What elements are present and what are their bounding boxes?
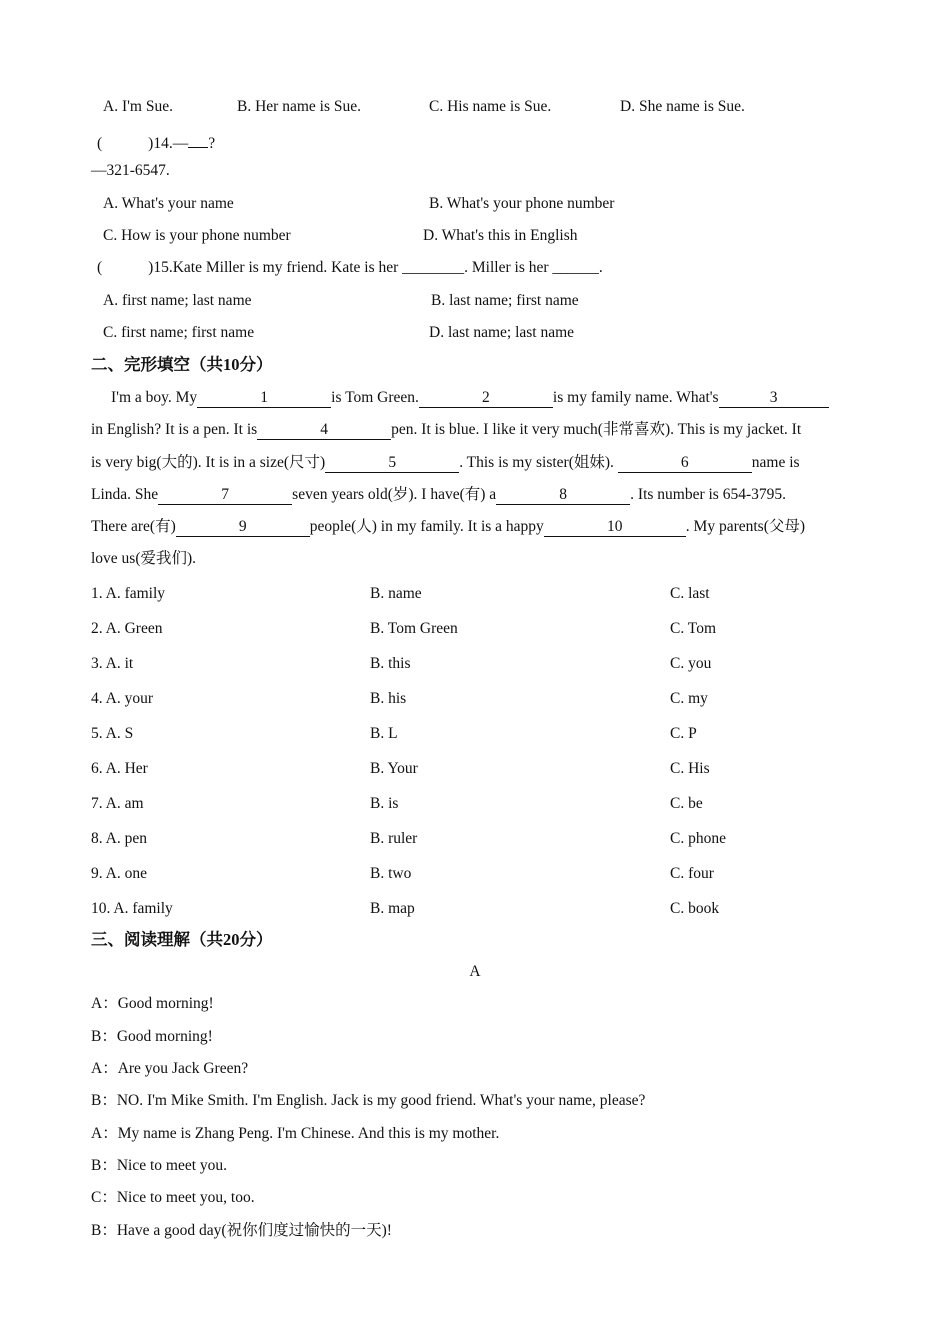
cloze-text: pen. It is blue. I like it very much(非常喜欢). This is my jacket. It: [391, 421, 802, 438]
q14-stem-suffix: ?: [208, 135, 216, 152]
q14-option-a: A. What's your name: [103, 195, 234, 212]
dialogue-line: A：Are you Jack Green?: [91, 1060, 249, 1077]
q14-stem-prefix: 14.—: [153, 135, 189, 152]
cloze-text: is very big(大的). It is in a size(尺寸): [91, 454, 326, 471]
cloze-blank-9: 9: [176, 518, 310, 537]
cloze-option: B. ruler: [370, 830, 418, 847]
cloze-text: I'm a boy. My: [111, 389, 198, 406]
q14-option-b: B. What's your phone number: [429, 195, 615, 212]
cloze-text: . My parents(父母): [685, 518, 806, 535]
cloze-text: There are(有): [91, 518, 176, 535]
cloze-option: 5. A. S: [91, 725, 134, 742]
cloze-option: 9. A. one: [91, 865, 147, 882]
cloze-option: C. phone: [670, 830, 726, 847]
answer-paren-close: ): [148, 135, 154, 152]
cloze-option: B. his: [370, 690, 407, 707]
cloze-blank-5: 5: [325, 454, 459, 473]
answer-paren-close: ): [148, 259, 154, 276]
cloze-option: B. this: [370, 655, 411, 672]
cloze-option: 2. A. Green: [91, 620, 163, 637]
dialogue-line: B：Have a good day(祝你们度过愉快的一天)!: [91, 1222, 392, 1239]
q15-stem-a: 15.Kate Miller is my friend. Kate is her: [153, 259, 403, 276]
q15-option-a: A. first name; last name: [103, 292, 252, 309]
cloze-option: B. two: [370, 865, 412, 882]
cloze-blank-4: 4: [257, 421, 391, 440]
section2-title: [91, 355, 273, 375]
passage-label: A: [469, 963, 481, 980]
cloze-line-3: [91, 453, 800, 473]
cloze-option: 7. A. am: [91, 795, 144, 812]
section3-score: 20: [223, 930, 240, 949]
dialogue-line: B：Nice to meet you.: [91, 1157, 228, 1174]
cloze-option: B. map: [370, 900, 415, 917]
dialogue-line: B：NO. I'm Mike Smith. I'm English. Jack is my good friend. What's your name, please?: [91, 1092, 646, 1109]
cloze-option: C. last: [670, 585, 710, 602]
cloze-text: name is: [751, 454, 800, 471]
cloze-line-5: [91, 517, 805, 537]
q14-stem: [97, 129, 215, 154]
cloze-blank-6: 6: [618, 454, 752, 473]
section3-title-end: 分）: [239, 930, 273, 949]
q15-stem-c: .: [598, 259, 603, 276]
q15-stem: [97, 258, 603, 278]
dialogue-line: C：Nice to meet you, too.: [91, 1189, 255, 1206]
cloze-option: B. name: [370, 585, 422, 602]
cloze-option: 8. A. pen: [91, 830, 147, 847]
cloze-blank-3: 3: [719, 389, 829, 408]
cloze-option: B. L: [370, 725, 398, 742]
q14-option-c: C. How is your phone number: [103, 227, 291, 244]
section3-title: [91, 930, 273, 950]
cloze-text: . Its number is 654-3795.: [630, 486, 787, 503]
cloze-blank-7: 7: [158, 486, 292, 505]
q15-option-b: B. last name; first name: [431, 292, 579, 309]
cloze-blank-2: 2: [419, 389, 553, 408]
cloze-blank-10: 10: [544, 518, 686, 537]
section2-title-end: 分）: [239, 355, 273, 374]
cloze-text: people(人) in my family. It is a happy: [309, 518, 544, 535]
q13-option-d: D. She name is Sue.: [620, 98, 745, 115]
section3-title-text: 三、阅读理解（共: [91, 930, 223, 949]
cloze-text: . This is my sister(姐妹).: [459, 454, 614, 471]
q15-option-d: D. last name; last name: [429, 324, 575, 341]
q15-blank-a: ________: [402, 259, 465, 276]
cloze-option: B. is: [370, 795, 399, 812]
q15-option-c: C. first name; first name: [103, 324, 255, 341]
cloze-line-6: love us(爱我们).: [91, 550, 197, 567]
cloze-text: is Tom Green.: [331, 389, 419, 406]
cloze-blank-8: 8: [496, 486, 630, 505]
cloze-option: C. His: [670, 760, 710, 777]
answer-paren-open: (: [97, 259, 103, 276]
dialogue-line: A：My name is Zhang Peng. I'm Chinese. And this is my mother.: [91, 1125, 500, 1142]
q13-option-b: B. Her name is Sue.: [237, 98, 361, 115]
cloze-text: Linda. She: [91, 486, 159, 503]
dialogue-line: A：Good morning!: [91, 995, 214, 1012]
answer-paren-open: (: [97, 135, 103, 152]
cloze-option: C. my: [670, 690, 708, 707]
cloze-line-4: [91, 485, 786, 505]
cloze-line-2: [91, 420, 801, 440]
section2-title-text: 二、完形填空（共: [91, 355, 223, 374]
cloze-option: C. Tom: [670, 620, 717, 637]
cloze-option: C. four: [670, 865, 714, 882]
cloze-option: 6. A. Her: [91, 760, 148, 777]
cloze-option: C. book: [670, 900, 720, 917]
q15-stem-b: . Miller is her: [464, 259, 553, 276]
cloze-text: in English? It is a pen. It is: [91, 421, 258, 438]
q14-answer: —321-6547.: [91, 162, 170, 179]
cloze-blank-1: 1: [197, 389, 331, 408]
cloze-option: 4. A. your: [91, 690, 153, 707]
cloze-option: C. you: [670, 655, 712, 672]
cloze-option: C. P: [670, 725, 697, 742]
q15-blank-b: ______: [552, 259, 599, 276]
cloze-option: 3. A. it: [91, 655, 134, 672]
cloze-option: B. Your: [370, 760, 418, 777]
dialogue-line: B：Good morning!: [91, 1028, 213, 1045]
cloze-option: 1. A. family: [91, 585, 166, 602]
cloze-text: seven years old(岁). I have(有) a: [292, 486, 497, 503]
section2-score: 10: [223, 355, 240, 374]
q14-blank: [188, 129, 208, 148]
q13-option-c: C. His name is Sue.: [429, 98, 552, 115]
cloze-option: C. be: [670, 795, 703, 812]
cloze-text: is my family name. What's: [552, 389, 719, 406]
cloze-option: 10. A. family: [91, 900, 173, 917]
cloze-line-1: [111, 388, 829, 408]
q14-option-d: D. What's this in English: [423, 227, 578, 244]
cloze-option: B. Tom Green: [370, 620, 458, 637]
q13-option-a: A. I'm Sue.: [103, 98, 173, 115]
